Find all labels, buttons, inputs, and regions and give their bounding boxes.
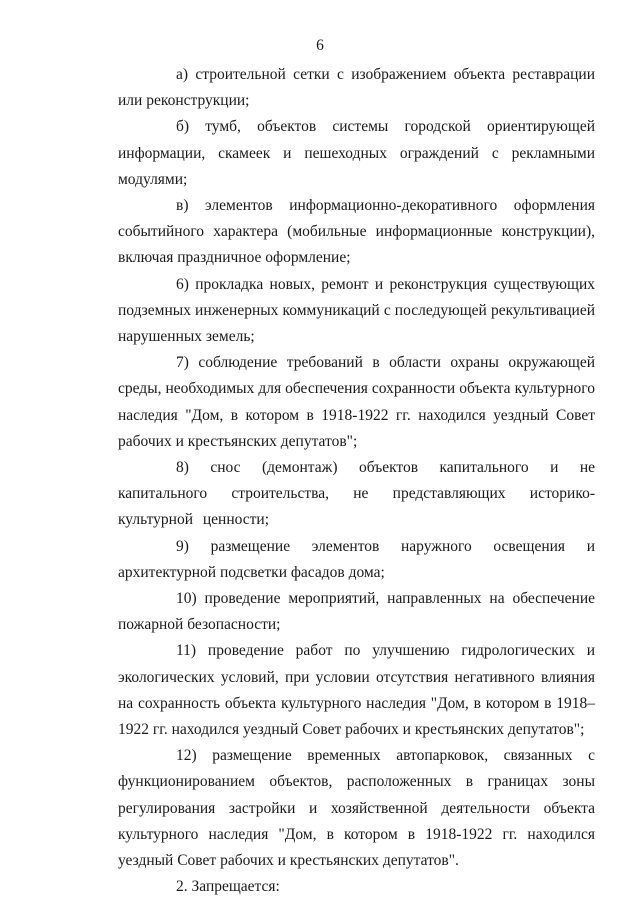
document-body	[118, 62, 595, 901]
page-number: 6	[316, 37, 324, 54]
list-item-b: б) тумб, объектов системы городской ориентирующей информации, скамеек и пешеходных ограждений с рекламными модулями;	[118, 118, 595, 188]
list-item-v: в) элементов информационно-декоративного оформления событийного характера (мобильные информационные конструкции), включая праздничное оформление;	[118, 197, 595, 267]
list-item-11: 11) проведение работ по улучшению гидрологических и экологических условий, при условии отсутствия негативного влияния на сохранность объекта культурного наследия "Дом, в котором в 1918–1922 гг. находился уездный Совет рабочих и крестьянских депутатов";	[118, 642, 595, 739]
list-item-6: 6) прокладка новых, ремонт и реконструкция существующих подземных инженерных коммуникаций с последующей рекультивацией нарушенных земель;	[118, 275, 595, 346]
list-item-10: 10) проведение мероприятий, направленных на обеспечение пожарной безопасности;	[118, 590, 595, 634]
list-item-12: 12) размещение временных автопарковок, связанных с функционированием объектов, расположенных в границах зоны регулирования застройки и хозяйственной деятельности объекта культурного наследия "Дом, в котором в 1918-1922 гг. находился уездный Совет рабочих и крестьянских депутатов".	[118, 747, 595, 870]
list-item-9: 9) размещение элементов наружного освещения и архитектурной подсветки фасадов дома;	[118, 537, 595, 581]
list-item-7: 7) соблюдение требований в области охраны окружающей среды, необходимых для обеспечения сохранности объекта культурного наследия "Дом, в котором в 1918-1922 гг. находился уездный Совет рабочих и крестьянских депутатов";	[118, 354, 595, 450]
section-heading-prohibited: 2. Запрещается:	[176, 878, 280, 896]
list-item-a: а) строительной сетки с изображением объекта реставрации или реконструкции;	[118, 66, 595, 110]
list-item-8: 8) снос (демонтаж) объектов капитального и не капитального строительства, не представляющих историко-культурной ценности;	[118, 459, 595, 529]
